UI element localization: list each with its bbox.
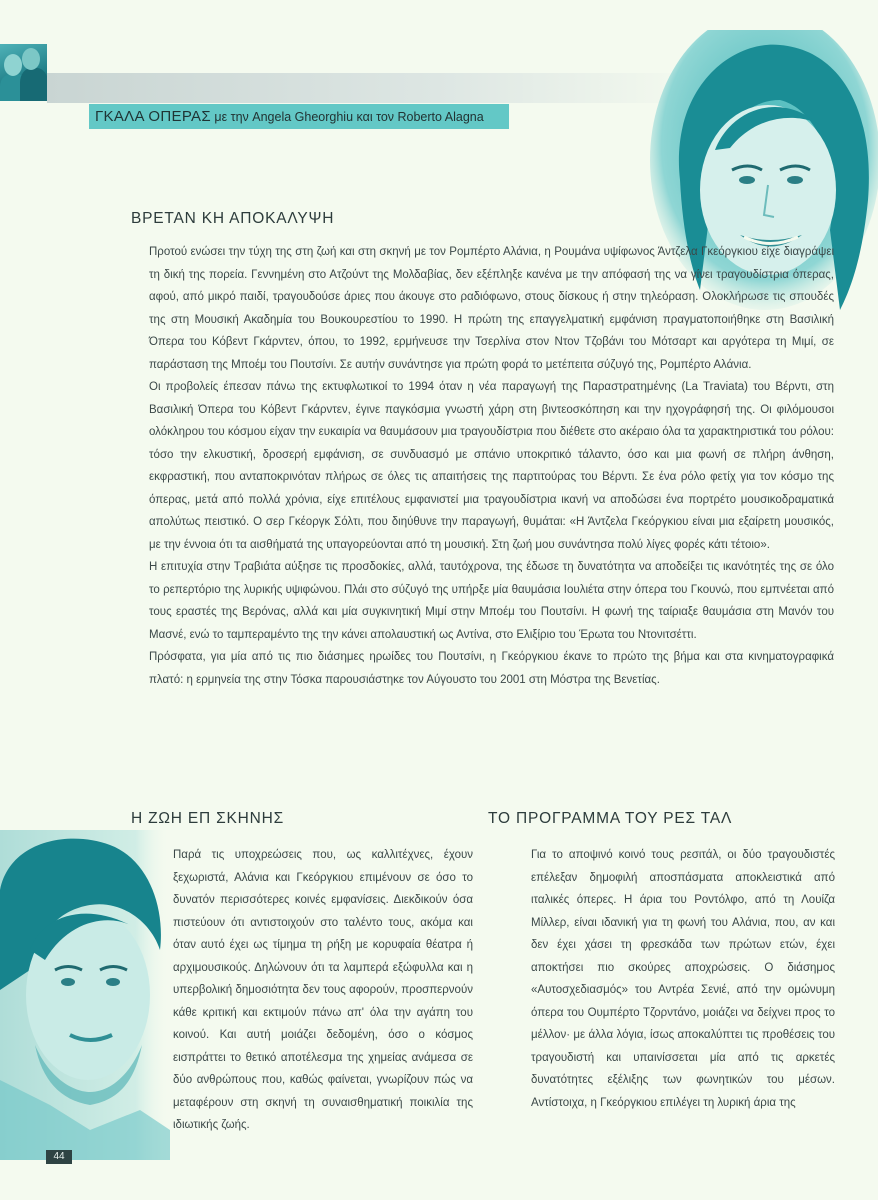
paragraph-3: Η επιτυχία στην Τραβιάτα αύξησε τις προσδοκίες, αλλά, ταυτόχρονα, της έδωσε τη δυνατότητα να αποδείξει τις ικανότητές της σε όλο το ρεπερτόριο της λυρικής υψιφώνου. Πλάι στο σύζυγό της υπήρξε μία θαυμάσια Ιουλιέτα στην όπερα του Γκουνώ, που εμπνέεται από τους εραστές της Βερόνας, αλλά και μία συγκινητική Μιμί στην Μποέμ του Πουτσίνι. Η φωνή της ταίριαξε θαυμάσια στη Μανόν του Μασνέ, ενώ το ταμπεραμέντο της την κάνει απολαυστική ως Αντίνα, στο Ελιξίριο του Έρωτα του Ντονιτσέττι.: [149, 561, 834, 641]
gala-title-main: ΓΚΑΛΑ ΟΠΕΡΑΣ: [95, 108, 211, 125]
page-number: 44: [46, 1150, 72, 1164]
header-band: [47, 73, 697, 103]
portrait-man: [0, 830, 170, 1160]
paragraph-4: Πρόσφατα, για μία από τις πιο διάσημες ηρωίδες του Πουτσίνι, η Γκεόργκιου έκανε το πρώτο της βήμα και στα κινηματογραφικά πλατό: η ερμηνεία της στην Τόσκα παρουσιάστηκε τον Αύγουστο του 2001 στη Μόστρα της Βενετίας.: [149, 651, 834, 686]
article-body: [149, 241, 834, 691]
program-text: Για το αποψινό κοινό τους ρεσιτάλ, οι δύο τραγουδιστές επέλεξαν δημοφιλή αποσπάσματα αποκλειστικά από ιταλικές όπερες. Η άρια του Ροντόλφο, από τη Λουίζα Μίλλερ, είναι ιδανική για τη φωνή του Αλάνια, που, αν και δεν έχει χάσει τη φρεσκάδα των πρώτων ετών, έχει αποκτήσει πιο σκούρες αποχρώσεις. Ο διάσημος «Αυτοσχεδιασμός» του Αντρέα Σενιέ, από την ομώνυμη όπερα του Ουμπέρτο Τζορντάνο, μοιάζει να δείχνει προς το μέλλον· με άλλα λόγια, ίσως αποκαλύπτει τις προθέσεις του τραγουδιστή και υπαινίσσεται μία από τις αρκετές δυνατότητες εξέλιξης των φωνητικών του μέσων. Αντίστοιχα, η Γκεόργκιου επιλέγει τη λυρική άρια της: [531, 849, 835, 1109]
header-thumbnail-photo: [0, 44, 47, 101]
stage-life-text: Παρά τις υποχρεώσεις που, ως καλλιτέχνες, έχουν ξεχωριστά, Αλάνια και Γκεόργκιου επιμένουν σε όσο το δυνατόν περισσότερες κοινές εμφανίσεις. Διεκδικούν όσα πιστεύουν ότι αντιστοιχούν στο ταλέντο τους, ακόμα και όταν αυτό έχει ως τίμημα τη ρήξη με κορυφαία θέατρα ή αρχιμουσικούς. Δηλώνουν ότι τα λαμπερά εξώφυλλα και η υπερβολική δημοσιότητα δεν τους αφορούν, προσπερνούν κάθε κριτική και εκτιμούν πάνω απ' όλα την αγάπη του κοινού. Και αυτή μοιάζει δεδομένη, όσο ο κόσμος εισπράττει το θετικό αποτέλεσμα της χημείας ανάμεσα σε δύο ανθρώπους που, καθώς φαίνεται, γνωρίζουν πώς να μεταφέρουν στη σκηνή τη συναισθηματική ποικιλία της ιδιωτικής ζωής.: [173, 849, 473, 1131]
section-title-revelation: ΒΡΕΤΑΝ ΚΗ ΑΠΟΚΑΛΥΨΗ: [131, 210, 335, 227]
paragraph-1: Προτού ενώσει την τύχη της στη ζωή και στη σκηνή με τον Ρομπέρτο Αλάνια, η Ρουμάνα υψίφωνος Άντζελα Γκεόργκιου είχε διαγράψει τη δική της πορεία. Γεννημένη στο Ατζούντ της Μολδαβίας, δεν εξέπληξε κανένα με την απόφασή της να γίνει τραγουδίστρια όπερας, αφού, από μικρό παιδί, τραγουδούσε άριες που άκουγε στο ραδιόφωνο, στους δίσκους ή στην τηλεόραση. Ολοκλήρωσε τις σπουδές της στη Μουσική Ακαδημία του Βουκουρεστίου το 1990. Η πρώτη της επαγγελματική εμφάνιση πραγματοποιήθηκε στη Βασιλική Όπερα του Κόβεντ Γκάρντεν, όπου, το 1992, ερμήνευσε την Τσερλίνα στον Ντον Τζοβάνι του Μότσαρτ και αργότερα τη Μιμί, σε παράσταση της Μποέμ του Πουτσίνι. Σε αυτήν συνάντησε για πρώτη φορά το μετέπειτα σύζυγό της, Ρομπέρτο Αλάνια.: [149, 246, 834, 371]
gala-title-box: [89, 104, 509, 129]
paragraph-2: Οι προβολείς έπεσαν πάνω της εκτυφλωτικοί το 1994 όταν η νέα παραγωγή της Παραστρατημένης (La Traviata) του Βέρντι, στη Βασιλική Όπερα του Κόβεντ Γκάρντεν, έγινε παγκόσμια γνωστή χάρη στη βιντεοσκόπηση και την ηχογράφησή της. Οι φιλόμουσοι ολόκληρου του κόσμου είχαν την ευκαιρία να θαυμάσουν μια τραγουδίστρια που διέθετε στο ακέραιο όλα τα χαρακτηριστικά του ρόλου: τόσο την ελκυστική, δροσερή εμφάνιση, σε συνδυασμό με σπάνιο υποκριτικό τάλαντο, όσο και μια φωνή σε πλήρη άνθηση, εκφραστική, που ανταποκρινόταν πλήρως σε όλες τις απαιτήσεις της παρτιτούρας του Βέρντι. Σε ένα ρόλο φετίχ για τον κόσμο της όπερας, μετά από πολλά χρόνια, είχε επιτέλους εμφανιστεί μια τραγουδίστρια ικανή να αποδώσει ένα πορτρέτο μουσικοδραματικά απολύτως πειστικό. Ο σερ Γκέοργκ Σόλτι, που διηύθυνε την παραγωγή, θυμάται: «Η Άντζελα Γκεόργκιου είναι μια εξαίρετη μουσικός, με την έννοια ότι τα αισθήματά της υπαγορεύονται από τη μουσική. Στη ζωή μου συνάντησα πολύ λίγες φορές κάτι τέτοιο».: [149, 381, 834, 551]
section-title-stage-life: Η ΖΩΗ ΕΠ ΣΚΗΝΗΣ: [131, 810, 284, 827]
gala-title-subtitle: με την Angela Gheorghiu και τον Roberto Alagna: [210, 110, 484, 124]
section-title-program: ΤΟ ΠΡΟΓΡΑΜΜΑ ΤΟΥ ΡΕΣ ΤΑΛ: [488, 810, 733, 827]
